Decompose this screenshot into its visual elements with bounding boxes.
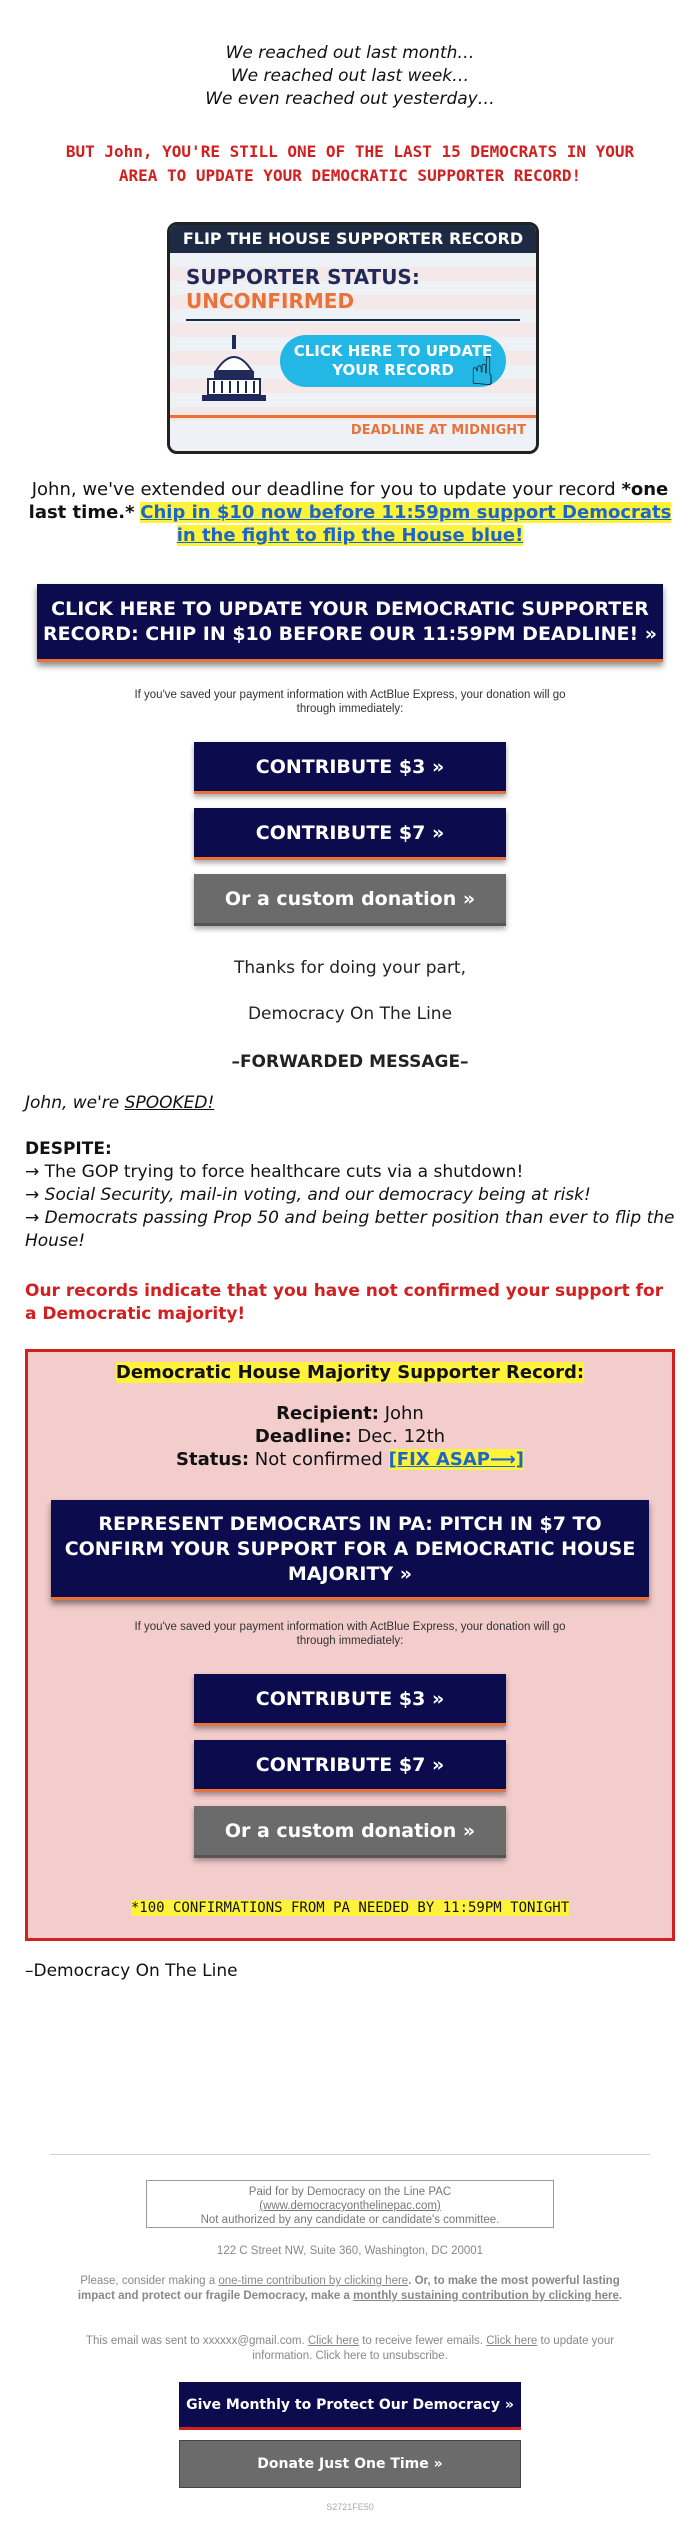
intro-line: We even reached out yesterday… [205, 89, 495, 109]
deadline-paragraph [20, 478, 680, 547]
thanks-text: Thanks for doing your part, [233, 958, 466, 978]
not-authorized-text: Not authorized by any candidate or candidate's committee. [200, 2214, 500, 2226]
record-title: Democratic House Majority Supporter Record: [115, 1362, 585, 1383]
fewer-emails-link[interactable]: Click here [307, 2335, 359, 2347]
footer-text: . Or, to make the most powerful lasting impact and protect our fragile Democracy, make a [77, 2275, 620, 2302]
alert-line: AREA TO UPDATE YOUR DEMOCRATIC SUPPORTER RECORD! [118, 166, 582, 185]
despite-list [25, 1138, 675, 1253]
paragraph-bold: *one last time.* [28, 479, 669, 523]
represent-democrats-cta-button[interactable]: REPRESENT DEMOCRATS IN PA: PITCH IN $7 TO CONFIRM YOUR SUPPORT FOR A DEMOCRATIC HOUSE MAJORITY » [51, 1500, 649, 1600]
pointer-hand-icon: ☝ [470, 349, 495, 395]
intro-block [0, 42, 700, 111]
closing-signature: –Democracy On The Line [25, 1961, 238, 1981]
footer-divider [50, 2154, 650, 2155]
divider [170, 415, 536, 418]
org-signature: Democracy On The Line [247, 1004, 453, 1024]
status-value: UNCONFIRMED [186, 289, 355, 313]
footer-text: This email was sent to xxxxxx@gmail.com. [85, 2335, 308, 2347]
divider [186, 319, 520, 321]
status-label: SUPPORTER STATUS: [186, 265, 420, 289]
one-time-link[interactable]: one-time contribution by clicking here [218, 2275, 409, 2287]
intro-line: We reached out last month… [225, 43, 475, 63]
spooked-prefix: John, we're [25, 1093, 125, 1113]
contribute-7-button[interactable]: CONTRIBUTE $7 » [194, 1740, 506, 1792]
graphic-header: FLIP THE HOUSE SUPPORTER RECORD [170, 225, 536, 253]
alert-line: BUT John, YOU'RE STILL ONE OF THE LAST 15 DEMOCRATS IN YOUR [65, 142, 635, 161]
confirmations-note: *100 CONFIRMATIONS FROM PA NEEDED BY 11:59PM TONIGHT [130, 1900, 570, 1916]
alert-headline [20, 140, 680, 188]
footer-address: 122 C Street NW, Suite 360, Washington, DC 20001 [216, 2245, 484, 2257]
contribute-7-button[interactable]: CONTRIBUTE $7 » [194, 808, 506, 860]
despite-heading: DESPITE: [25, 1139, 112, 1159]
update-info-link[interactable]: Click here [486, 2335, 538, 2347]
actblue-note: If you've saved your payment information with ActBlue Express, your donation will go through immediately: [134, 1621, 566, 1647]
actblue-note: If you've saved your payment information with ActBlue Express, your donation will go through immediately: [134, 689, 566, 715]
custom-donation-button[interactable]: Or a custom donation » [194, 1806, 506, 1858]
contribute-3-button[interactable]: CONTRIBUTE $3 » [194, 742, 506, 794]
footer-text: to update your information. Click here to unsubscribe. [252, 2335, 615, 2362]
paid-for-text: Paid for by Democracy on the Line PAC [248, 2186, 452, 2198]
chip-in-link[interactable]: Chip in $10 now before 11:59pm support Democrats in the fight to flip the House blue! [140, 502, 672, 546]
forwarded-heading: –FORWARDED MESSAGE– [231, 1052, 469, 1072]
spooked-word: SPOOKED! [124, 1093, 215, 1113]
despite-item: → Social Security, mail-in voting, and our democracy being at risk! [25, 1185, 591, 1205]
footer-text: to receive fewer emails. [359, 2335, 487, 2347]
spooked-line [25, 1092, 675, 1115]
paragraph-text: John, we've extended our deadline for you to update your record [31, 479, 622, 500]
contribute-3-button[interactable]: CONTRIBUTE $3 » [194, 1674, 506, 1726]
donate-once-button[interactable]: Donate Just One Time » [179, 2440, 521, 2488]
supporter-record-box [25, 1349, 675, 1941]
deadline-label: Deadline: [254, 1426, 352, 1447]
footer-sent [70, 2334, 630, 2364]
deadline-label: DEADLINE AT MIDNIGHT [350, 423, 526, 438]
fix-asap-link[interactable]: [FIX ASAP⟶] [388, 1449, 524, 1470]
status-value: Not confirmed [254, 1449, 383, 1470]
custom-donation-button[interactable]: Or a custom donation » [194, 874, 506, 926]
monthly-link[interactable]: monthly sustaining contribution by clicking here [353, 2290, 619, 2302]
footer-code: S2721FE50 [326, 2502, 374, 2512]
paid-for-box [146, 2180, 554, 2228]
recipient-label: Recipient: [276, 1403, 379, 1424]
update-record-button[interactable]: CLICK HERE TO UPDATE YOUR RECORD [280, 335, 506, 387]
site-link[interactable]: (www.democracyonthelinepac.com) [259, 2200, 441, 2212]
despite-item: → The GOP trying to force healthcare cuts via a shutdown! [25, 1162, 524, 1182]
give-monthly-button[interactable]: Give Monthly to Protect Our Democracy » [179, 2382, 521, 2430]
record-title-wrap [28, 1362, 672, 1383]
recipient-value: John [384, 1403, 424, 1424]
status-label: Status: [176, 1449, 250, 1470]
intro-line: We reached out last week… [230, 66, 470, 86]
record-details [28, 1402, 672, 1471]
footer-text: . [618, 2290, 623, 2302]
records-alert: Our records indicate that you have not confirmed your support for a Democratic majority! [25, 1281, 664, 1324]
deadline-value: Dec. 12th [357, 1426, 446, 1447]
footer-text: Please, consider making a [80, 2275, 219, 2287]
despite-item: → Democrats passing Prop 50 and being better position than ever to flip the House! [25, 1208, 675, 1251]
confirmations-wrap [28, 1900, 672, 1916]
footer-consider [70, 2274, 630, 2304]
update-record-cta-button[interactable]: CLICK HERE TO UPDATE YOUR DEMOCRATIC SUPPORTER RECORD: CHIP IN $10 BEFORE OUR 11:59PM DEADLINE! » [37, 584, 663, 662]
supporter-record-graphic[interactable] [167, 222, 539, 454]
capitol-icon [194, 329, 274, 409]
